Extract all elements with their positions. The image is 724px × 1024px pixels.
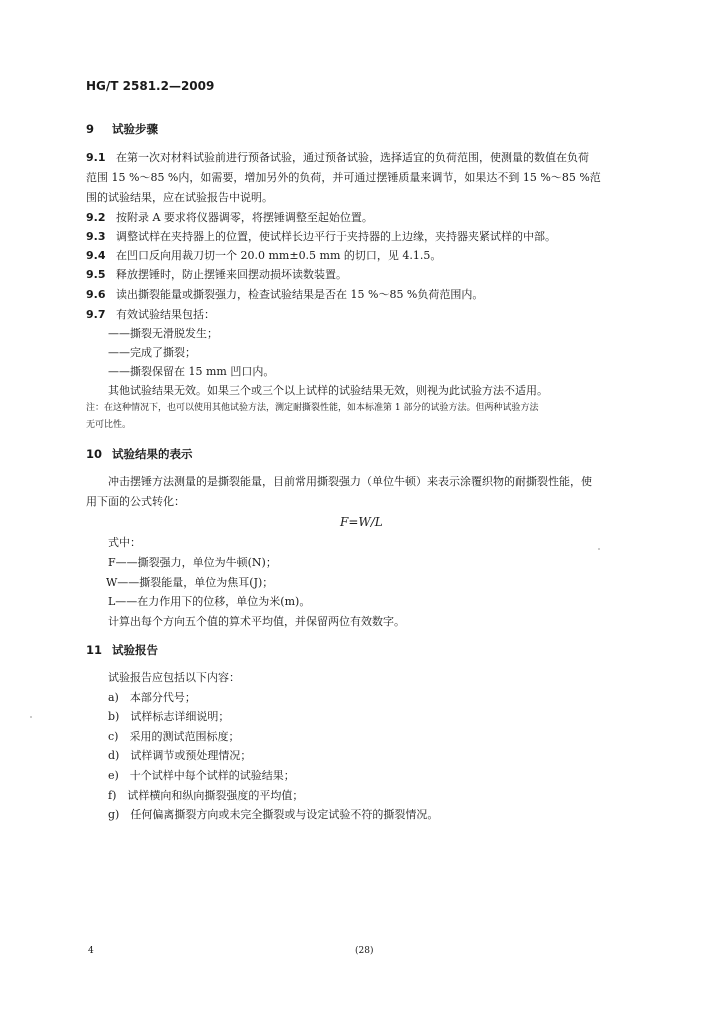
list-item: a) 本部分代号； bbox=[108, 691, 196, 704]
clause-number: 9.4 bbox=[86, 249, 106, 262]
scan-speck bbox=[598, 548, 600, 550]
section-9-heading bbox=[86, 119, 158, 139]
clause-number: 9.5 bbox=[86, 268, 106, 281]
list-item-within-notch: ——撕裂保留在 15 mm 凹口内。 bbox=[108, 365, 275, 378]
clause-text: 释放摆锤时，防止摆锤来回摆动损坏读数装置。 bbox=[116, 268, 347, 281]
clause-number: 9.3 bbox=[86, 230, 106, 243]
definition-f: F——撕裂强力，单位为牛顿(N)； bbox=[108, 556, 277, 569]
report-intro: 试验报告应包括以下内容： bbox=[108, 671, 240, 684]
clause-9-1-line3: 围的试验结果，应在试验报告中说明。 bbox=[86, 191, 273, 204]
clause-9-6 bbox=[86, 285, 483, 305]
paragraph-line2: 用下面的公式转化： bbox=[86, 495, 185, 508]
section-number: 10 bbox=[86, 447, 103, 461]
section-11-heading bbox=[86, 640, 158, 660]
clause-number: 9.7 bbox=[86, 308, 106, 321]
clause-text: 有效试验结果包括： bbox=[116, 308, 215, 321]
clause-text: 调整试样在夹持器上的位置，使试样长边平行于夹持器的上边缘，夹持器夹紧试样的中部。 bbox=[116, 230, 556, 243]
section-title: 试验结果的表示 bbox=[112, 447, 193, 461]
list-item: b) 试样标志详细说明； bbox=[108, 710, 230, 723]
clause-9-7 bbox=[86, 305, 215, 325]
clause-text: 按附录 A 要求将仪器调零，将摆锤调整至起始位置。 bbox=[116, 211, 373, 224]
clause-9-3 bbox=[86, 227, 556, 247]
clause-text: 在凹口反向用裁刀切一个 20.0 mm±0.5 mm 的切口，见 4.1.5。 bbox=[116, 249, 442, 262]
clause-number: 9.6 bbox=[86, 288, 106, 301]
scan-speck bbox=[30, 716, 32, 718]
clause-text: 在第一次对材料试验前进行预备试验，通过预备试验，选择适宜的负荷范围，使测量的数值在负荷 bbox=[116, 151, 589, 164]
note-line2: 无可比性。 bbox=[86, 420, 132, 430]
definition-w: W——撕裂能量，单位为焦耳(J)； bbox=[106, 576, 274, 589]
section-title: 试验步骤 bbox=[112, 122, 158, 136]
calculation-text: 计算出每个方向五个值的算术平均值，并保留两位有效数字。 bbox=[108, 615, 405, 628]
page-number-center: (28) bbox=[355, 946, 374, 956]
clause-9-1 bbox=[86, 148, 589, 168]
note-line1: 注：在这种情况下，也可以使用其他试验方法，测定耐撕裂性能，如本标准第 1 部分的试验方法。但两种试验方法 bbox=[86, 403, 539, 413]
list-item-no-slip: ——撕裂无滑脱发生； bbox=[108, 327, 218, 340]
clause-number: 9.1 bbox=[86, 151, 106, 164]
clause-9-5 bbox=[86, 265, 347, 285]
standard-code: HG/T 2581.2—2009 bbox=[86, 79, 215, 93]
clause-number: 9.2 bbox=[86, 211, 106, 224]
clause-text: 读出撕裂能量或撕裂强力，检查试验结果是否在 15 %～85 %负荷范围内。 bbox=[116, 288, 484, 301]
page-number-left: 4 bbox=[88, 946, 94, 956]
clause-9-2 bbox=[86, 208, 373, 228]
list-item: c) 采用的测试范围标度； bbox=[108, 730, 240, 743]
section-title: 试验报告 bbox=[112, 643, 158, 657]
list-item: e) 十个试样中每个试样的试验结果； bbox=[108, 769, 295, 782]
section-number: 11 bbox=[86, 643, 103, 657]
list-item: d) 试样调节或预处理情况； bbox=[108, 749, 252, 762]
paragraph-line1: 冲击摆锤方法测量的是撕裂能量，目前常用撕裂强力（单位牛顿）来表示涂覆织物的耐撕裂性能，使 bbox=[108, 475, 592, 488]
list-item: f) 试样横向和纵向撕裂强度的平均值； bbox=[108, 789, 304, 802]
list-item-completed: ——完成了撕裂； bbox=[108, 346, 196, 359]
clause-9-4 bbox=[86, 246, 441, 266]
where-label: 式中： bbox=[108, 536, 141, 549]
formula: F=W/L bbox=[340, 515, 383, 529]
list-item: g) 任何偏离撕裂方向或未完全撕裂或与设定试验不符的撕裂情况。 bbox=[108, 808, 439, 821]
clause-9-1-line2: 范围 15 %～85 %内，如需要，增加另外的负荷，并可通过摆锤质量来调节，如果达不到 15 %～85 %范 bbox=[86, 171, 601, 184]
other-results-invalid: 其他试验结果无效。如果三个或三个以上试样的试验结果无效，则视为此试验方法不适用。 bbox=[108, 384, 548, 397]
section-10-heading bbox=[86, 444, 193, 464]
section-number: 9 bbox=[86, 122, 95, 136]
definition-l: L——在力作用下的位移，单位为米(m)。 bbox=[108, 595, 311, 608]
